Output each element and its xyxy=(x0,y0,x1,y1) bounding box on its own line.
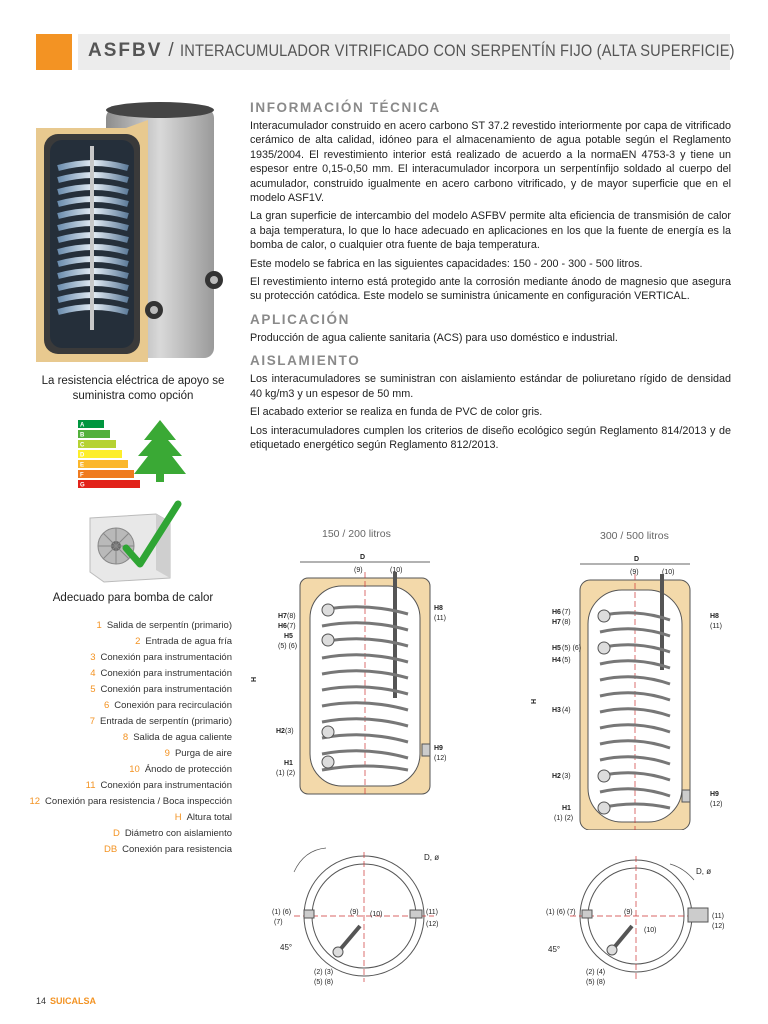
top-label-10: (10) xyxy=(370,911,383,918)
conn-9: (9) xyxy=(354,567,363,574)
legend-item: 11 Conexión para instrumentación xyxy=(85,780,232,791)
top-label-12: (12) xyxy=(712,923,725,930)
paragraph: La gran superficie de intercambio del modelo ASFBV permite alta eficiencia de transmisión de calor a baja temperatura, lo que lo hace adecuado en aplicaciones en los que la fuente de energía es la bomba de calor, o cualquier otra fuente de baja temperatura. xyxy=(250,210,731,252)
angle-label: 45° xyxy=(548,945,561,954)
legend-item: H Altura total xyxy=(174,812,232,823)
conn-9: (9) xyxy=(630,569,639,576)
label-n7: (7) xyxy=(562,609,571,616)
product-subtitle: INTERACUMULADOR VITRIFICADO CON SERPENTÍN FIJO (ALTA SUPERFICIE) xyxy=(179,41,735,60)
energy-class-c: C xyxy=(80,442,85,449)
paragraph: El revestimiento interno está protegido ante la corrosión mediante ánodo de magnesio que asegura su protección catódica. Este modelo se suministra únicamente en configuración VERTICAL. xyxy=(250,276,731,303)
label-n56: (5) (6) xyxy=(278,643,298,650)
resistance-caption: La resistencia eléctrica de apoyo se suministra como opción xyxy=(41,375,225,402)
bottom-label-b: (5) (8) xyxy=(314,979,334,986)
label-n56: (5) (6) xyxy=(562,645,582,652)
diagram-title-small: 150 / 200 litros xyxy=(322,528,391,540)
dim-h: H xyxy=(531,698,538,704)
bottom-label-a: (2) (4) xyxy=(586,969,606,976)
top-label-7: (7) xyxy=(274,919,283,926)
label-h2: H2 xyxy=(276,728,285,735)
label-h7: H7 xyxy=(278,613,287,620)
brand-name: SUICALSA xyxy=(50,996,97,1006)
label-n12pair: (1) (2) xyxy=(554,815,574,822)
product-cutaway-image xyxy=(36,100,230,368)
label-h9: H9 xyxy=(710,791,719,798)
heat-pump-caption: Adecuado para bomba de calor xyxy=(52,592,214,604)
tree-icon xyxy=(134,420,186,482)
label-n3: (3) xyxy=(285,728,294,735)
paragraph: Los interacumuladores se suministran con aislamiento estándar de poliuretano rígido de densidad 40 kg/m3 y un espesor de 50 mm. xyxy=(250,373,731,400)
label-h8: H8 xyxy=(710,613,719,620)
dim-d-phi: D, ø xyxy=(424,853,440,862)
paragraph: Interacumulador construido en acero carbono ST 37.2 revestido interiormente por capa de vitrificado cerámico de alta calidad, idóneo para el almacenamiento de agua potable según el Reglamento 1935/2004. El revestimiento interior está realizado de acuerdo a la normaEN 4753-3 y tiene un espesor entre 0,15-0,50 mm. El interacumulador incorpora un serpentínfijo soldado al cuerpo del acumulador, construido igualmente en acero carbono vitrificado, y de mayor superficie que en el modelo ASF1V. xyxy=(250,120,731,205)
dim-h: H xyxy=(251,676,258,682)
legend-item: 5 Conexión para instrumentación xyxy=(90,684,232,695)
section-application xyxy=(250,312,731,345)
legend-item: 7 Entrada de serpentín (primario) xyxy=(89,716,232,727)
tank-diagram-large xyxy=(530,550,740,830)
top-label-12: (12) xyxy=(426,921,439,928)
paragraph: Este modelo se fabrica en las siguientes capacidades: 150 - 200 - 300 - 500 litros. xyxy=(250,257,643,270)
label-n8: (8) xyxy=(562,619,571,626)
top-label-1-6-7: (1) (6) (7) xyxy=(546,909,576,916)
label-n12: (12) xyxy=(710,801,723,808)
label-h1: H1 xyxy=(562,805,571,812)
label-n11: (11) xyxy=(434,615,446,622)
energy-class-a: A xyxy=(80,422,85,429)
energy-class-e: E xyxy=(80,462,85,469)
legend-item: 4 Conexión para instrumentación xyxy=(90,668,232,679)
label-n8: (8) xyxy=(287,613,296,620)
dim-d-phi: D, ø xyxy=(696,867,712,876)
label-h6: H6 xyxy=(278,623,287,630)
section-title: INFORMACIÓN TÉCNICA xyxy=(250,100,441,115)
paragraph: Los interacumuladores cumplen los criterios de diseño ecológico según Reglamento 814/2013 y de etiquetado energético según Reglamento 812/2013. xyxy=(250,424,731,451)
energy-class-g: G xyxy=(80,482,85,489)
model-name: ASFBV xyxy=(88,40,163,61)
legend-item: DB Conexión para resistencia xyxy=(103,844,232,855)
section-insulation xyxy=(250,353,731,452)
top-view-large xyxy=(544,852,740,992)
energy-class-b: B xyxy=(80,432,85,439)
diagram-title-large: 300 / 500 litros xyxy=(600,530,669,542)
top-label-1-6: (1) (6) xyxy=(272,909,292,916)
angle-label: 45° xyxy=(280,943,293,952)
page-footer xyxy=(36,996,96,1006)
legend-item: 6 Conexión para recirculación xyxy=(103,700,232,711)
energy-class-f: F xyxy=(80,472,84,479)
top-label-10: (10) xyxy=(644,927,657,934)
legend-item: 2 Entrada de agua fría xyxy=(135,636,232,647)
label-h3: H3 xyxy=(552,707,561,714)
section-technical-info xyxy=(250,100,731,304)
page-header xyxy=(36,34,735,70)
label-h7: H7 xyxy=(552,619,561,626)
conn-10: (10) xyxy=(662,569,675,576)
legend-item: 9 Purga de aire xyxy=(164,748,232,759)
top-label-11: (11) xyxy=(712,913,724,920)
tank-diagram-small xyxy=(250,548,460,804)
label-n4: (4) xyxy=(562,707,571,714)
label-h5: H5 xyxy=(552,645,561,652)
top-view-small xyxy=(264,842,464,992)
label-h9: H9 xyxy=(434,745,443,752)
label-h6: H6 xyxy=(552,609,561,616)
energy-class-d: D xyxy=(80,452,85,459)
page-title xyxy=(88,40,768,62)
label-n7: (7) xyxy=(287,623,296,630)
legend-item: 3 Conexión para instrumentación xyxy=(90,652,232,663)
legend-item: 1 Salida de serpentín (primario) xyxy=(96,620,232,631)
label-h2: H2 xyxy=(552,773,561,780)
label-n3: (3) xyxy=(562,773,571,780)
paragraph: El acabado exterior se realiza en funda de PVC de color gris. xyxy=(250,406,543,419)
top-label-11: (11) xyxy=(426,909,438,916)
energy-label-icon xyxy=(78,418,188,496)
label-h8: H8 xyxy=(434,605,443,612)
label-h4: H4 xyxy=(552,657,561,664)
paragraph: Producción de agua caliente sanitaria (ACS) para uso doméstico e industrial. xyxy=(250,331,618,344)
label-n12pair: (1) (2) xyxy=(276,770,296,777)
header-accent-square xyxy=(36,34,72,70)
conn-10: (10) xyxy=(390,567,403,574)
bottom-label-b: (5) (8) xyxy=(586,979,606,986)
top-label-9: (9) xyxy=(624,909,633,916)
heat-pump-icon xyxy=(86,500,182,586)
legend-item: 12 Conexión para resistencia / Boca inspección xyxy=(29,796,232,807)
label-n12: (12) xyxy=(434,755,447,762)
page-number: 14 xyxy=(36,996,47,1006)
label-n11: (11) xyxy=(710,623,722,630)
legend-item: 10 Ánodo de protección xyxy=(129,764,232,775)
label-h5: H5 xyxy=(284,633,293,640)
main-content xyxy=(250,100,731,460)
label-h1: H1 xyxy=(284,760,293,767)
label-n5: (5) xyxy=(562,657,571,664)
connections-legend xyxy=(30,618,232,858)
top-label-9: (9) xyxy=(350,909,359,916)
title-separator: / xyxy=(168,40,174,61)
dim-d: D xyxy=(634,556,640,563)
legend-item: D Diámetro con aislamiento xyxy=(112,828,232,839)
section-title: APLICACIÓN xyxy=(250,311,350,327)
bottom-label-a: (2) (3) xyxy=(314,969,334,976)
dim-d: D xyxy=(360,554,366,561)
legend-item: 8 Salida de agua caliente xyxy=(122,732,232,743)
section-title: AISLAMIENTO xyxy=(250,353,361,369)
